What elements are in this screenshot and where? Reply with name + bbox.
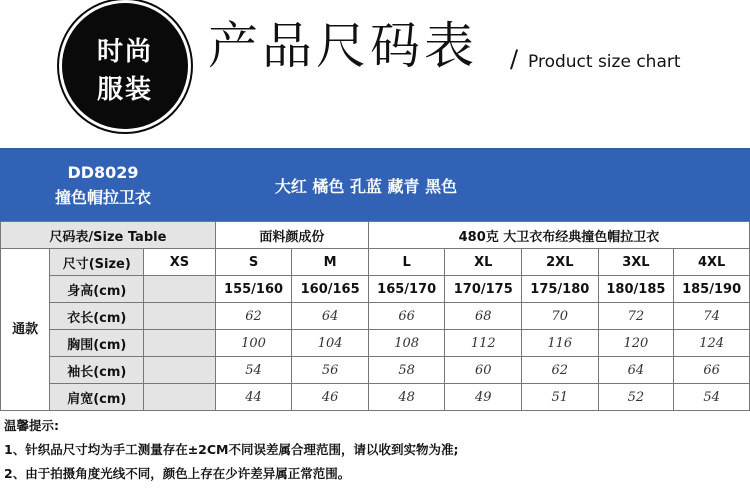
table-cell: 64 [292, 303, 369, 330]
row-label: 肩宽(cm) [50, 384, 144, 411]
table-cell: 48 [368, 384, 445, 411]
row-label: 身高(cm) [50, 276, 144, 303]
product-name: 撞色帽拉卫衣 [54, 188, 151, 207]
notes-line: 1、针织品尺寸均为手工测量存在±2CM不同误差属合理范围，请以收到实物为准; [4, 442, 459, 457]
row-label: 袖长(cm) [50, 357, 144, 384]
table-cell: 72 [598, 303, 674, 330]
size-col-header: XL [445, 249, 522, 276]
table-cell: 116 [522, 330, 599, 357]
table-cell: 170/175 [445, 276, 522, 303]
table-cell: 62 [215, 303, 292, 330]
table-cell [144, 357, 216, 384]
size-col-header: M [292, 249, 369, 276]
table-cell: 52 [598, 384, 674, 411]
table-row [1, 384, 750, 411]
title-separator: / [510, 45, 519, 73]
table-cell: 74 [674, 303, 750, 330]
fabric-label: 面料颜成份 [215, 222, 368, 249]
size-col-header: XS [144, 249, 216, 276]
badge-line-1: 时尚 [96, 37, 153, 67]
size-table-label: 尺码表/Size Table [1, 222, 216, 249]
fabric-description: 480克 大卫衣布经典撞色帽拉卫衣 [368, 222, 749, 249]
size-col-header: L [368, 249, 445, 276]
size-header-label: 尺寸(Size) [50, 249, 144, 276]
table-cell: 124 [674, 330, 750, 357]
table-cell: 64 [598, 357, 674, 384]
table-cell: 70 [522, 303, 599, 330]
table-cell: 68 [445, 303, 522, 330]
table-cell: 104 [292, 330, 369, 357]
badge-line-2: 服装 [96, 75, 153, 105]
table-cell: 44 [215, 384, 292, 411]
brand-badge [62, 3, 188, 129]
table-cell: 46 [292, 384, 369, 411]
table-row [1, 303, 750, 330]
table-row [1, 357, 750, 384]
table-row [1, 330, 750, 357]
table-cell: 54 [674, 384, 750, 411]
row-label: 胸围(cm) [50, 330, 144, 357]
product-code: DD8029 [67, 163, 139, 182]
notes-block [4, 414, 458, 486]
table-cell: 58 [368, 357, 445, 384]
table-cell [144, 303, 216, 330]
product-code-block [0, 160, 206, 210]
table-cell: 56 [292, 357, 369, 384]
fit-label: 通款 [1, 249, 50, 411]
table-row [1, 276, 750, 303]
table-cell: 165/170 [368, 276, 445, 303]
table-cell: 160/165 [292, 276, 369, 303]
size-col-header: 3XL [598, 249, 674, 276]
table-cell: 51 [522, 384, 599, 411]
table-cell: 185/190 [674, 276, 750, 303]
product-banner [0, 150, 750, 221]
table-cell: 62 [522, 357, 599, 384]
notes-heading: 温馨提示: [4, 418, 59, 433]
table-cell [144, 330, 216, 357]
table-cell: 49 [445, 384, 522, 411]
table-cell: 175/180 [522, 276, 599, 303]
row-label: 衣长(cm) [50, 303, 144, 330]
page-subtitle: Product size chart [528, 52, 681, 72]
table-cell [144, 276, 216, 303]
table-cell: 120 [598, 330, 674, 357]
table-cell: 100 [215, 330, 292, 357]
table-cell: 66 [368, 303, 445, 330]
notes-line: 2、由于拍摄角度光线不同，颜色上存在少许差异属正常范围。 [4, 466, 351, 481]
table-cell: 108 [368, 330, 445, 357]
table-cell: 60 [445, 357, 522, 384]
product-colors: 大红 橘色 孔蓝 藏青 黑色 [274, 177, 458, 196]
table-cell: 112 [445, 330, 522, 357]
table-cell: 180/185 [598, 276, 674, 303]
table-cell [144, 384, 216, 411]
table-cell: 155/160 [215, 276, 292, 303]
page-title: 产品尺码表 [208, 17, 478, 75]
size-col-header: 2XL [522, 249, 599, 276]
table-cell: 54 [215, 357, 292, 384]
table-cell: 66 [674, 357, 750, 384]
size-table [0, 221, 750, 411]
size-col-header: 4XL [674, 249, 750, 276]
size-col-header: S [215, 249, 292, 276]
